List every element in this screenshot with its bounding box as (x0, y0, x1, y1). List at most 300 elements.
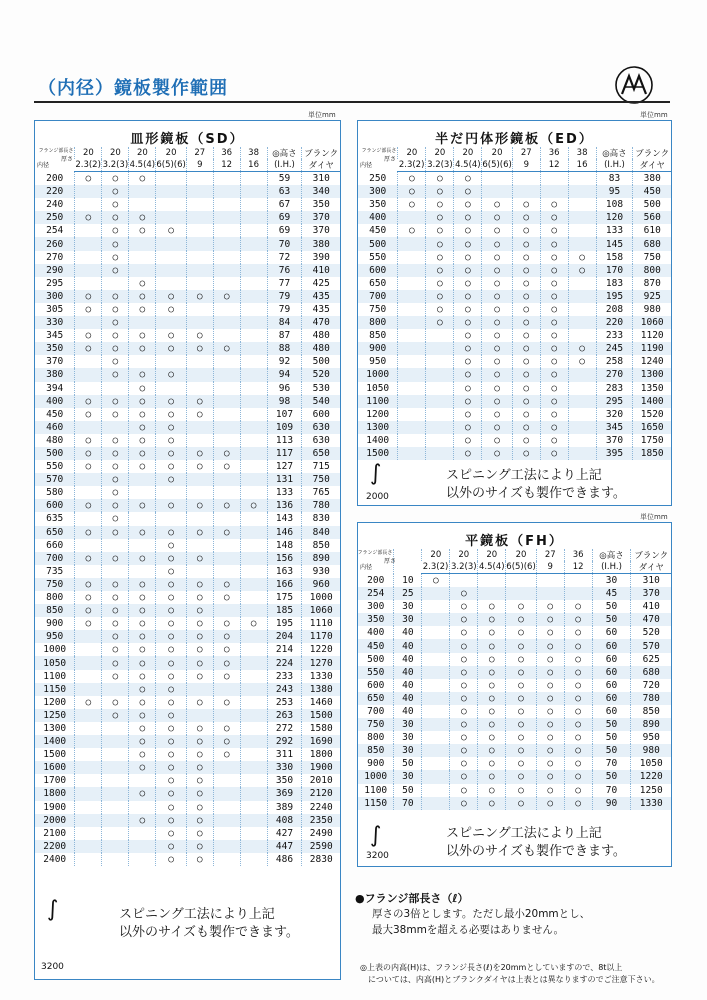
table-cell (102, 840, 129, 853)
table-row (35, 853, 340, 866)
table-cell: ○ (129, 290, 156, 303)
table-cell: ○ (426, 185, 454, 198)
table-cell: ○ (454, 408, 482, 421)
table-cell: ○ (75, 617, 102, 630)
diameter-cell: 800 (46, 592, 64, 604)
table-cell (240, 460, 267, 473)
table-cell (213, 329, 240, 342)
table-cell (186, 709, 213, 722)
table-cell (240, 840, 267, 853)
table-cell: ○ (75, 604, 102, 617)
table-cell (482, 185, 513, 198)
table-cell (156, 264, 187, 277)
table-cell (568, 329, 596, 342)
table-cell (422, 666, 450, 679)
table-cell: 258 (596, 355, 633, 368)
table-row (358, 264, 671, 277)
table-cell (129, 486, 156, 499)
table-row (35, 578, 340, 591)
table-row (358, 421, 671, 434)
diameter-cell: 1050 (366, 382, 390, 394)
table-cell: ○ (186, 853, 213, 866)
table-cell: ○ (506, 639, 537, 652)
table-row (35, 290, 340, 303)
table-cell (102, 748, 129, 761)
table-cell: 270 (596, 368, 633, 381)
diameter-cell: 300 (358, 185, 398, 198)
table-cell: ○ (156, 670, 187, 683)
table-cell: 610 (633, 224, 671, 237)
diameter-cell: 850 (358, 744, 394, 757)
diameter-cell: 1000 (358, 770, 394, 783)
table-cell: ○ (213, 342, 240, 355)
table-cell (426, 434, 454, 447)
table-cell: 30 (394, 718, 422, 731)
table-cell: ○ (564, 653, 592, 666)
table-cell (213, 382, 240, 395)
table-cell: ○ (75, 696, 102, 709)
table-cell: 60 (592, 705, 631, 718)
table-cell: ○ (568, 355, 596, 368)
table-cell: 45 (592, 587, 631, 600)
table-cell: ○ (186, 696, 213, 709)
table-cell: 108 (596, 198, 633, 211)
table-cell: 30 (394, 731, 422, 744)
table-cell (512, 172, 540, 186)
table-cell: ○ (568, 342, 596, 355)
table-cell: 50 (592, 600, 631, 613)
table-cell: 50 (592, 770, 631, 783)
table-cell: 890 (631, 718, 671, 731)
table-cell: ○ (426, 198, 454, 211)
table-cell (506, 587, 537, 600)
table-cell: ○ (536, 718, 564, 731)
table-cell: ○ (240, 499, 267, 512)
table-cell: ○ (156, 735, 187, 748)
table-cell (186, 421, 213, 434)
table-cell: 113 (267, 434, 302, 447)
table-cell: ○ (398, 185, 426, 198)
table-cell: ○ (426, 251, 454, 264)
table-cell: 850 (302, 539, 340, 552)
thickness-header: 9 (186, 159, 213, 172)
table-cell (213, 473, 240, 486)
table-cell: ○ (102, 290, 129, 303)
table-cell (398, 211, 426, 224)
table-cell: ○ (156, 630, 187, 643)
table-cell: 183 (596, 277, 633, 290)
table-row (35, 827, 340, 840)
table-cell (102, 814, 129, 827)
table-cell (213, 277, 240, 290)
table-cell: ○ (240, 617, 267, 630)
table-cell (398, 408, 426, 421)
table-cell (240, 512, 267, 525)
table-row (35, 787, 340, 800)
col-header: ブランク (631, 549, 671, 561)
diameter-cell: 900 (46, 618, 64, 630)
diameter-cell: 900 (367, 758, 385, 770)
diameter-cell: 1100 (43, 670, 67, 682)
table-cell (129, 198, 156, 211)
flange-header: 20 (422, 549, 450, 561)
table-cell: 50 (394, 757, 422, 770)
table-cell (129, 473, 156, 486)
table-row (358, 718, 671, 731)
table-cell (156, 355, 187, 368)
table-cell: 2120 (302, 787, 340, 800)
table-cell: ○ (213, 656, 240, 669)
table-cell (240, 434, 267, 447)
table-row (35, 421, 340, 434)
table-cell: 185 (267, 604, 302, 617)
table-cell (213, 368, 240, 381)
table-row (35, 382, 340, 395)
table-cell: 1350 (633, 382, 671, 395)
table-cell: 1240 (633, 355, 671, 368)
table-row (35, 774, 340, 787)
table-cell: 40 (394, 666, 422, 679)
table-cell: ○ (482, 290, 513, 303)
table-cell: ○ (102, 486, 129, 499)
table-cell (102, 774, 129, 787)
diameter-cell: 270 (46, 251, 64, 263)
table-cell: 625 (631, 653, 671, 666)
table-cell: 720 (631, 679, 671, 692)
table-cell: ○ (478, 770, 506, 783)
table-cell: ○ (213, 460, 240, 473)
table-cell: 350 (302, 198, 340, 211)
table-cell: ○ (506, 705, 537, 718)
table-cell (156, 185, 187, 198)
table-cell (422, 679, 450, 692)
diameter-cell: 600 (367, 679, 385, 691)
diameter-cell: 850 (369, 330, 387, 342)
table-cell (422, 600, 450, 613)
table-cell: 175 (267, 591, 302, 604)
table-cell (75, 630, 102, 643)
table-cell: ○ (129, 578, 156, 591)
table-cell: ○ (213, 447, 240, 460)
flange-header: 38 (568, 147, 596, 159)
table-cell: ○ (482, 237, 513, 250)
table-cell (156, 382, 187, 395)
table-cell: 40 (394, 639, 422, 652)
table-row (358, 355, 671, 368)
table-cell: ○ (102, 355, 129, 368)
table-cell (240, 198, 267, 211)
table-cell: ○ (156, 787, 187, 800)
thick-corner-label: 厚さ (61, 156, 74, 163)
table-cell: ○ (75, 526, 102, 539)
table-cell: ○ (129, 526, 156, 539)
table-cell: 925 (633, 290, 671, 303)
table-row (35, 447, 340, 460)
table-cell (186, 316, 213, 329)
table-cell: 520 (302, 368, 340, 381)
table-cell (186, 198, 213, 211)
table-cell: ○ (568, 264, 596, 277)
diameter-cell: 750 (35, 578, 75, 591)
table-row (358, 653, 671, 666)
table-cell (75, 237, 102, 250)
table-cell (213, 185, 240, 198)
table-cell: 30 (394, 600, 422, 613)
table-cell: ○ (482, 447, 513, 460)
diameter-cell: 500 (35, 447, 75, 460)
table-cell (213, 316, 240, 329)
table-cell: 1690 (302, 735, 340, 748)
flange-note-line: 最大38mmを超える必要はありません。 (372, 924, 564, 936)
table-cell (240, 355, 267, 368)
table-cell: ○ (454, 382, 482, 395)
table-row (358, 434, 671, 447)
diameter-cell: 635 (46, 513, 64, 525)
table-cell: ○ (102, 591, 129, 604)
table-cell: ○ (568, 251, 596, 264)
table-cell (75, 565, 102, 578)
table-cell: ○ (506, 797, 537, 810)
table-cell: 470 (302, 316, 340, 329)
diameter-cell: 350 (369, 199, 387, 211)
inner-corner-label: 内径 (360, 162, 373, 169)
table-row (358, 290, 671, 303)
table-cell (75, 486, 102, 499)
diameter-cell: 850 (35, 604, 75, 617)
table-cell: ○ (454, 421, 482, 434)
table-cell: 40 (394, 705, 422, 718)
table-cell: ○ (426, 224, 454, 237)
table-cell: ○ (540, 447, 568, 460)
table-cell: 600 (302, 408, 340, 421)
table-cell: 79 (267, 290, 302, 303)
table-cell: ○ (102, 447, 129, 460)
table-cell: ○ (454, 355, 482, 368)
table-cell (240, 696, 267, 709)
table-cell: 133 (596, 224, 633, 237)
table-cell: ○ (129, 722, 156, 735)
table-cell: ○ (156, 617, 187, 630)
table-cell: ○ (186, 290, 213, 303)
table-cell: ○ (156, 761, 187, 774)
thickness-header: 16 (568, 159, 596, 172)
col-subheader: ダイヤ (302, 159, 340, 172)
table-cell: ○ (129, 224, 156, 237)
table-cell (213, 539, 240, 552)
table-row (35, 185, 340, 198)
table-cell: ○ (482, 251, 513, 264)
diameter-cell: 240 (46, 199, 64, 211)
table-cell: 95 (596, 185, 633, 198)
thickness-header: 3.2(3) (102, 160, 129, 170)
table-row (358, 705, 671, 718)
table-cell: ○ (564, 666, 592, 679)
table-cell (186, 211, 213, 224)
table-cell (240, 447, 267, 460)
table-cell: 30 (592, 574, 631, 588)
table-cell: ○ (102, 408, 129, 421)
table-cell: ○ (450, 770, 478, 783)
table-cell: ○ (129, 643, 156, 656)
table-row (358, 666, 671, 679)
table-cell (213, 486, 240, 499)
table-row (35, 211, 340, 224)
diameter-cell: 650 (369, 277, 387, 289)
diameter-cell: 295 (46, 277, 64, 289)
table-cell: 233 (267, 670, 302, 683)
table-cell: ○ (540, 198, 568, 211)
diameter-cell: 2000 (35, 814, 75, 827)
table-cell: ○ (75, 460, 102, 473)
table-cell: ○ (536, 797, 564, 810)
table-cell: ○ (156, 539, 187, 552)
table-cell (129, 185, 156, 198)
table-cell (240, 670, 267, 683)
table-cell: 980 (631, 744, 671, 757)
table-cell: 310 (631, 574, 671, 588)
table-cell (568, 237, 596, 250)
table-row (358, 626, 671, 639)
table-cell (398, 421, 426, 434)
table-cell: ○ (506, 757, 537, 770)
table-cell: 59 (267, 172, 302, 186)
table-cell: 60 (592, 639, 631, 652)
table-row (358, 382, 671, 395)
table-cell: ○ (398, 224, 426, 237)
thickness-header: 6(5)(6) (482, 160, 512, 170)
table-cell: ○ (482, 316, 513, 329)
table-cell: ○ (482, 342, 513, 355)
table-row (35, 460, 340, 473)
table-cell: ○ (482, 434, 513, 447)
table-cell: ○ (536, 757, 564, 770)
table-cell: ○ (564, 770, 592, 783)
corner-header (35, 147, 75, 172)
table-cell: 630 (302, 434, 340, 447)
table-cell: ○ (482, 224, 513, 237)
table-cell (213, 434, 240, 447)
table-cell (568, 277, 596, 290)
table-cell: ○ (102, 604, 129, 617)
table-cell: 830 (302, 512, 340, 525)
table-cell: 40 (394, 692, 422, 705)
table-cell (568, 382, 596, 395)
table-row (358, 757, 671, 770)
diameter-cell: 600 (358, 264, 398, 277)
table-cell: ○ (156, 853, 187, 866)
table-cell: 425 (302, 277, 340, 290)
table-cell (240, 814, 267, 827)
diameter-cell: 200 (46, 172, 64, 184)
table-cell (156, 251, 187, 264)
table-cell: ○ (129, 368, 156, 381)
table-cell: 500 (633, 198, 671, 211)
flange-header: 36 (564, 549, 592, 561)
table-row (35, 683, 340, 696)
thickness-header: 3.2(3) (451, 562, 477, 572)
table-row (358, 447, 671, 460)
table-cell: 530 (302, 382, 340, 395)
table-cell: 370 (302, 211, 340, 224)
table-cell: ○ (186, 578, 213, 591)
table-cell (75, 670, 102, 683)
table-cell: 136 (267, 499, 302, 512)
table-cell: 10 (394, 574, 422, 588)
flange-header: 27 (536, 549, 564, 561)
table-cell: 1750 (633, 434, 671, 447)
table-cell (102, 827, 129, 840)
flange-header: 20 (454, 147, 482, 159)
table-cell: ○ (512, 277, 540, 290)
table-cell: ○ (426, 237, 454, 250)
table-cell: ○ (75, 447, 102, 460)
table-cell (240, 421, 267, 434)
table-cell: ○ (156, 801, 187, 814)
table-cell: 750 (302, 473, 340, 486)
table-cell: ○ (478, 757, 506, 770)
table-cell: 369 (267, 787, 302, 800)
table-cell: 470 (631, 613, 671, 626)
table-cell: ○ (186, 670, 213, 683)
table-cell: ○ (540, 408, 568, 421)
table-cell: ○ (186, 604, 213, 617)
table-cell: 50 (592, 744, 631, 757)
table-cell: 870 (633, 277, 671, 290)
table-cell: ○ (512, 368, 540, 381)
table-cell: ○ (478, 626, 506, 639)
table-cell: 370 (302, 224, 340, 237)
table-cell: ○ (540, 303, 568, 316)
table-cell: 780 (631, 692, 671, 705)
table-cell: ○ (540, 290, 568, 303)
table-cell: ○ (129, 748, 156, 761)
col-subheader: (I.H.) (592, 561, 631, 574)
table-cell: 1380 (302, 683, 340, 696)
table-cell: ○ (450, 679, 478, 692)
table-cell: 2350 (302, 814, 340, 827)
table-cell: 650 (302, 447, 340, 460)
table-cell: 117 (267, 447, 302, 460)
table-cell: 480 (302, 342, 340, 355)
table-cell: ○ (454, 316, 482, 329)
table-row (358, 731, 671, 744)
table-cell: 1120 (633, 329, 671, 342)
table-cell: ○ (156, 748, 187, 761)
table-cell: 1300 (633, 368, 671, 381)
col-subheader: ダイヤ (633, 159, 671, 172)
table-cell: 408 (267, 814, 302, 827)
table-cell (213, 264, 240, 277)
table-cell: ○ (512, 329, 540, 342)
table-row (35, 552, 340, 565)
table-cell: ○ (512, 224, 540, 237)
diameter-cell: 550 (46, 461, 64, 473)
table-cell: 2590 (302, 840, 340, 853)
table-cell (156, 486, 187, 499)
table-cell: ○ (422, 574, 450, 588)
table-cell: ○ (450, 639, 478, 652)
table-cell: ○ (536, 653, 564, 666)
table-row (35, 801, 340, 814)
table-cell: ○ (102, 473, 129, 486)
table-cell (240, 591, 267, 604)
table-cell: 50 (394, 784, 422, 797)
table-cell (398, 368, 426, 381)
table-cell: 380 (302, 237, 340, 250)
table-cell (422, 770, 450, 783)
table-cell: ○ (478, 744, 506, 757)
table-row (358, 613, 671, 626)
